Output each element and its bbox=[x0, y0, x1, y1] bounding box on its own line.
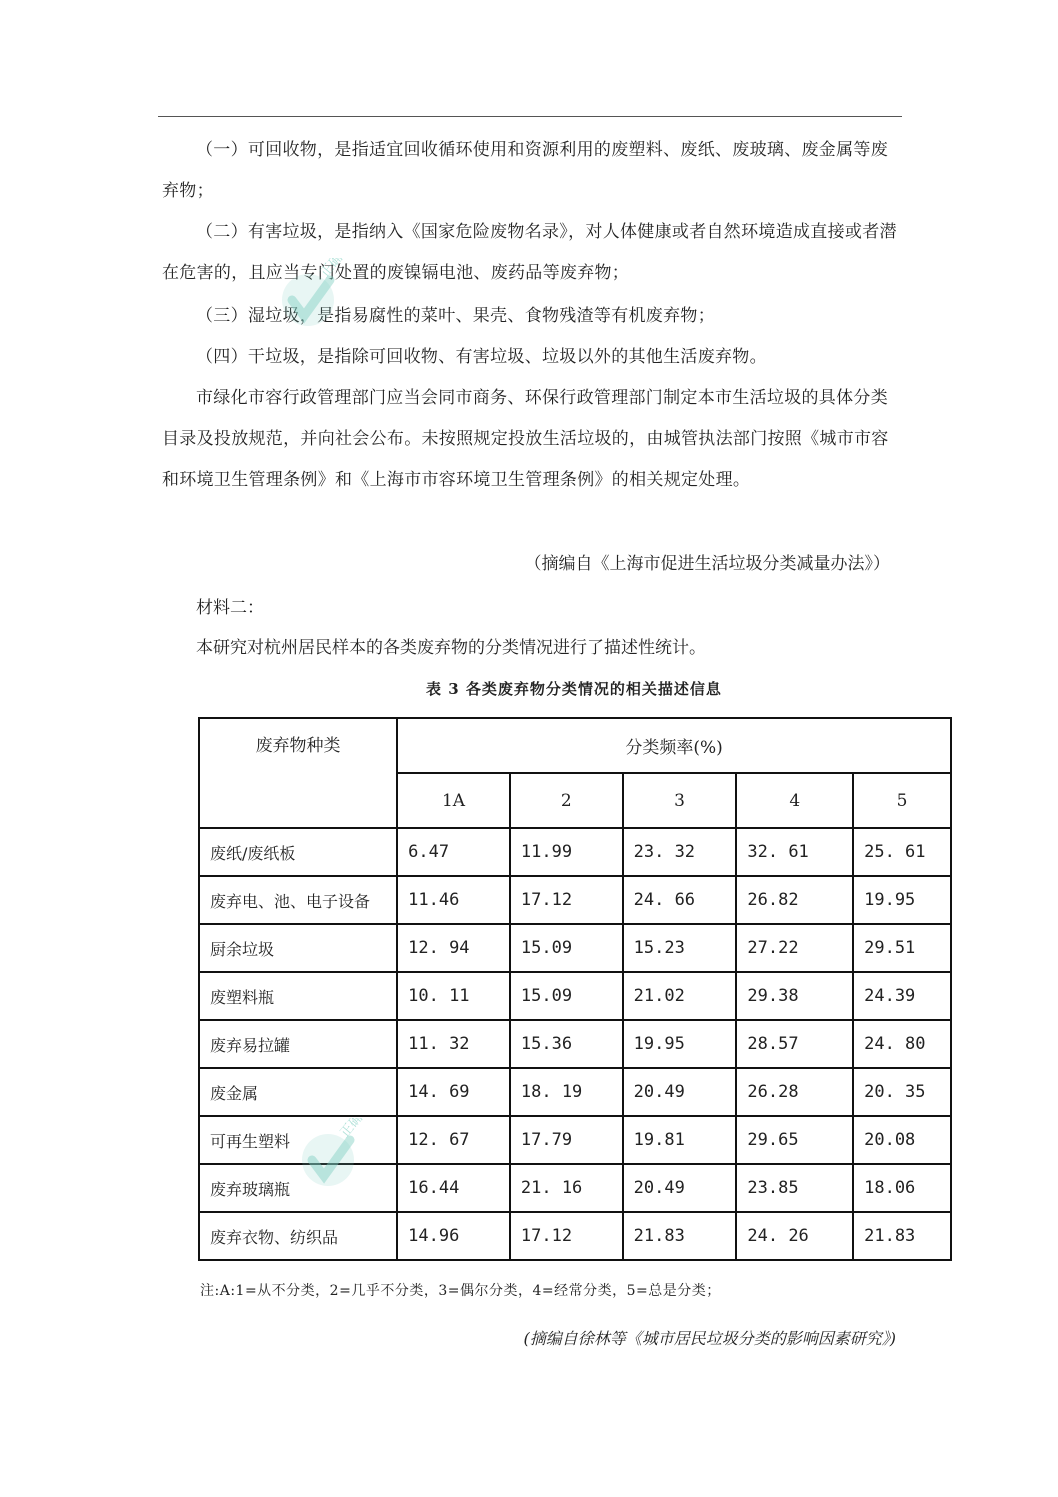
frequency-cell: 21.83 bbox=[623, 1212, 737, 1260]
frequency-cell: 14. 69 bbox=[397, 1068, 510, 1116]
table-row bbox=[199, 972, 951, 1020]
frequency-cell: 20.08 bbox=[853, 1116, 951, 1164]
frequency-cell: 10. 11 bbox=[397, 972, 510, 1020]
table-row bbox=[199, 1068, 951, 1116]
category-header: 5 bbox=[853, 773, 951, 828]
waste-type-cell: 废金属 bbox=[199, 1068, 397, 1116]
category-header: 2 bbox=[510, 773, 623, 828]
frequency-cell: 29.38 bbox=[736, 972, 853, 1020]
frequency-cell: 21.83 bbox=[853, 1212, 951, 1260]
table-note: 注:A:1=从不分类，2=几乎不分类，3=偶尔分类，4=经常分类，5=总是分类； bbox=[200, 1283, 721, 1299]
waste-type-cell: 废弃易拉罐 bbox=[199, 1020, 397, 1068]
frequency-cell: 23.85 bbox=[736, 1164, 853, 1212]
waste-type-cell: 厨余垃圾 bbox=[199, 924, 397, 972]
frequency-cell: 6.47 bbox=[397, 828, 510, 876]
table-row bbox=[199, 1212, 951, 1260]
paragraph-wet: （三）湿垃圾，是指易腐性的菜叶、果壳、食物残渣等有机废弃物； bbox=[196, 306, 715, 326]
frequency-cell: 19.95 bbox=[623, 1020, 737, 1068]
category-header: 3 bbox=[623, 773, 737, 828]
frequency-cell: 15.23 bbox=[623, 924, 737, 972]
watermark-logo-icon bbox=[268, 258, 348, 338]
paragraph-recyclable: （一）可回收物，是指适宜回收循环使用和资源利用的废塑料、废纸、废玻璃、废金属等废弃物； bbox=[162, 140, 888, 201]
frequency-cell: 11. 32 bbox=[397, 1020, 510, 1068]
paragraph-regulation: 市绿化市容行政管理部门应当会同市商务、环保行政管理部门制定本市生活垃圾的具体分类目录及投放规范，并向社会公布。未按照规定投放生活垃圾的，由城管执法部门按照《城市市容和环境卫生管理条例》和《上海市市容环境卫生管理条例》的相关规定处理。 bbox=[162, 388, 889, 490]
frequency-cell: 19.95 bbox=[853, 876, 951, 924]
frequency-cell: 17.12 bbox=[510, 876, 623, 924]
frequency-cell: 16.44 bbox=[397, 1164, 510, 1212]
frequency-cell: 11.99 bbox=[510, 828, 623, 876]
waste-type-cell: 可再生塑料 bbox=[199, 1116, 397, 1164]
table-row bbox=[199, 1020, 951, 1068]
table-row bbox=[199, 828, 951, 876]
frequency-cell: 18.06 bbox=[853, 1164, 951, 1212]
frequency-cell: 26.28 bbox=[736, 1068, 853, 1116]
waste-type-cell: 废弃衣物、纺织品 bbox=[199, 1212, 397, 1260]
frequency-cell: 18. 19 bbox=[510, 1068, 623, 1116]
frequency-cell: 24. 80 bbox=[853, 1020, 951, 1068]
category-header: 4 bbox=[736, 773, 853, 828]
frequency-cell: 27.22 bbox=[736, 924, 853, 972]
frequency-cell: 15.09 bbox=[510, 924, 623, 972]
frequency-cell: 29.51 bbox=[853, 924, 951, 972]
table-row bbox=[199, 924, 951, 972]
frequency-cell: 26.82 bbox=[736, 876, 853, 924]
waste-type-cell: 废纸/废纸板 bbox=[199, 828, 397, 876]
paragraph-hazardous: （二）有害垃圾，是指纳入《国家危险废物名录》，对人体健康或者自然环境造成直接或者潜在危害的，且应当专门处置的废镍镉电池、废药品等废弃物； bbox=[162, 222, 897, 283]
frequency-cell: 32. 61 bbox=[736, 828, 853, 876]
frequency-cell: 21.02 bbox=[623, 972, 737, 1020]
frequency-cell: 20.49 bbox=[623, 1164, 737, 1212]
frequency-cell: 24. 26 bbox=[736, 1212, 853, 1260]
frequency-cell: 24.39 bbox=[853, 972, 951, 1020]
frequency-cell: 15.09 bbox=[510, 972, 623, 1020]
header-rule bbox=[158, 116, 902, 117]
frequency-cell: 20.49 bbox=[623, 1068, 737, 1116]
frequency-cell: 24. 66 bbox=[623, 876, 737, 924]
frequency-cell: 21. 16 bbox=[510, 1164, 623, 1212]
frequency-cell: 19.81 bbox=[623, 1116, 737, 1164]
column-header-type: 废弃物种类 bbox=[199, 718, 397, 828]
frequency-cell: 29.65 bbox=[736, 1116, 853, 1164]
frequency-cell: 17.12 bbox=[510, 1212, 623, 1260]
frequency-cell: 11.46 bbox=[397, 876, 510, 924]
paragraph-dry: （四）干垃圾，是指除可回收物、有害垃圾、垃圾以外的其他生活废弃物。 bbox=[196, 347, 767, 367]
frequency-cell: 25. 61 bbox=[853, 828, 951, 876]
source-citation-2: (摘编自徐林等《城市居民垃圾分类的影响因素研究》) bbox=[523, 1329, 896, 1348]
material-2-label: 材料二： bbox=[196, 598, 264, 618]
waste-type-cell: 废弃玻璃瓶 bbox=[199, 1164, 397, 1212]
svg-text:正确云: 正确云 bbox=[317, 258, 348, 281]
frequency-cell: 14.96 bbox=[397, 1212, 510, 1260]
material-2-intro: 本研究对杭州居民样本的各类废弃物的分类情况进行了描述性统计。 bbox=[196, 638, 706, 658]
table-caption: 表 3 各类废弃物分类情况的相关描述信息 bbox=[426, 680, 722, 698]
waste-type-cell: 废塑料瓶 bbox=[199, 972, 397, 1020]
table-row bbox=[199, 876, 951, 924]
column-header-frequency: 分类频率(%) bbox=[397, 718, 951, 773]
category-header: 1A bbox=[397, 773, 510, 828]
frequency-cell: 20. 35 bbox=[853, 1068, 951, 1116]
svg-text:正确云: 正确云 bbox=[337, 1118, 368, 1141]
frequency-cell: 12. 67 bbox=[397, 1116, 510, 1164]
frequency-cell: 15.36 bbox=[510, 1020, 623, 1068]
frequency-cell: 28.57 bbox=[736, 1020, 853, 1068]
frequency-cell: 12. 94 bbox=[397, 924, 510, 972]
source-citation-1: （摘编自《上海市促进生活垃圾分类减量办法》） bbox=[524, 554, 890, 574]
waste-type-cell: 废弃电、池、电子设备 bbox=[199, 876, 397, 924]
frequency-cell: 23. 32 bbox=[623, 828, 737, 876]
watermark-logo-icon bbox=[288, 1118, 368, 1198]
frequency-cell: 17.79 bbox=[510, 1116, 623, 1164]
